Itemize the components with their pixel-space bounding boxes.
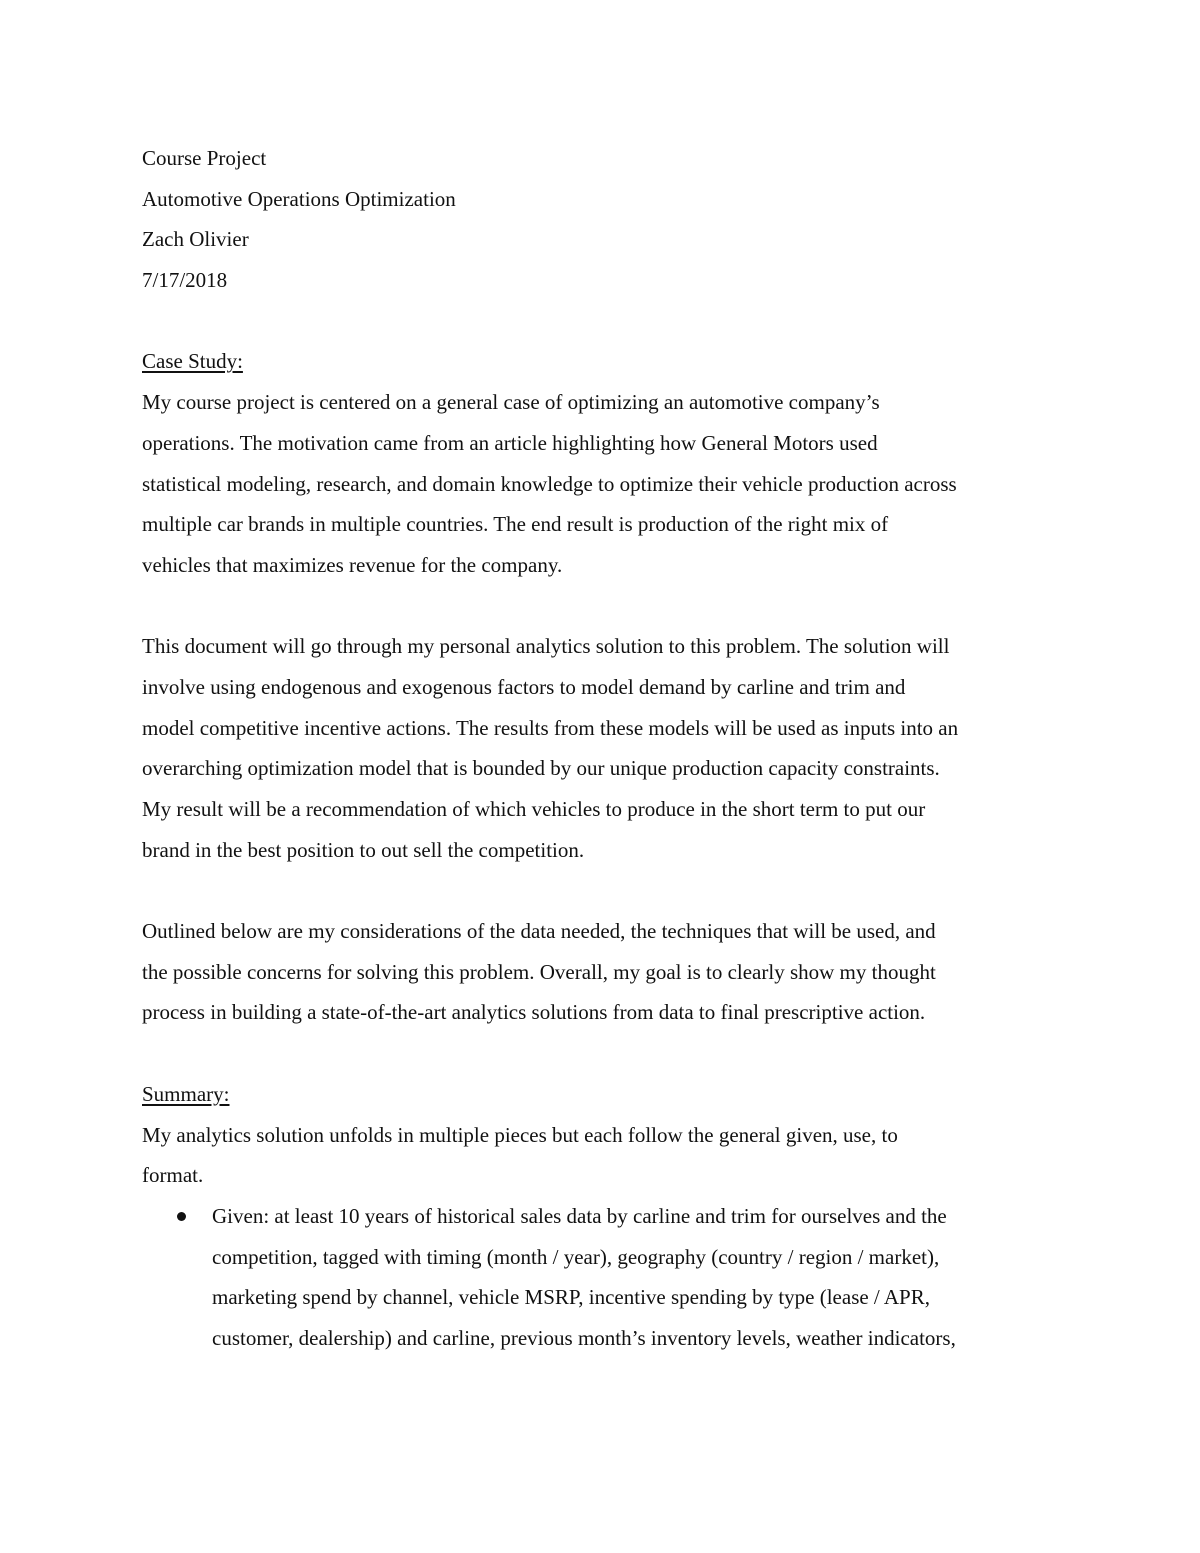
blank-line — [142, 1033, 1062, 1074]
summary-heading-text: Summary: — [142, 1081, 230, 1106]
paragraph-line: format. — [142, 1163, 204, 1188]
case-study-paragraph-3 — [142, 911, 1062, 1033]
paragraph-line: model competitive incentive actions. The results from these models will be used as inputs into an — [142, 715, 959, 740]
document-title: Course Project — [142, 146, 267, 170]
summary-intro-paragraph — [142, 1115, 1062, 1196]
paragraph-line: brand in the best position to out sell the competition. — [142, 837, 585, 862]
case-study-paragraph-2 — [142, 626, 1062, 870]
blank-line — [142, 870, 1062, 911]
bullet-icon — [177, 1212, 186, 1221]
author-name: Zach Olivier — [142, 227, 249, 252]
bullet-line: marketing spend by channel, vehicle MSRP, incentive spending by type (lease / APR, — [212, 1285, 930, 1310]
document-date: 7/17/2018 — [142, 268, 228, 293]
paragraph-line: statistical modeling, research, and domain knowledge to optimize their vehicle production across — [142, 471, 957, 496]
summary-bullet-list — [142, 1196, 1062, 1359]
blank-line — [142, 301, 1062, 342]
paragraph-line: involve using endogenous and exogenous factors to model demand by carline and trim and — [142, 674, 906, 699]
paragraph-line: the possible concerns for solving this problem. Overall, my goal is to clearly show my thought — [142, 959, 936, 984]
list-item — [142, 1196, 1062, 1359]
paragraph-line: This document will go through my personal analytics solution to this problem. The solution will — [142, 634, 950, 659]
bullet-line: Given: at least 10 years of historical sales data by carline and trim for ourselves and the — [212, 1203, 947, 1228]
paragraph-line: process in building a state-of-the-art analytics solutions from data to final prescriptive action. — [142, 1000, 926, 1025]
case-study-heading — [142, 341, 1062, 382]
paragraph-line: My course project is centered on a general case of optimizing an automotive company’s — [142, 390, 880, 415]
paragraph-line: Outlined below are my considerations of the data needed, the techniques that will be used, and — [142, 919, 936, 944]
paragraph-line: My result will be a recommendation of which vehicles to produce in the short term to put our — [142, 797, 926, 821]
paragraph-line: My analytics solution unfolds in multiple pieces but each follow the general given, use, to — [142, 1122, 898, 1147]
summary-heading — [142, 1074, 1062, 1115]
document-subtitle: Automotive Operations Optimization — [142, 186, 456, 211]
document-body — [142, 138, 1062, 1359]
paragraph-line: overarching optimization model that is bounded by our unique production capacity constraints. — [142, 756, 940, 781]
bullet-line: customer, dealership) and carline, previous month’s inventory levels, weather indicators, — [212, 1325, 956, 1350]
blank-line — [142, 586, 1062, 627]
paragraph-line: multiple car brands in multiple countries. The end result is production of the right mix of — [142, 512, 889, 537]
case-study-paragraph-1 — [142, 382, 1062, 585]
bullet-line: competition, tagged with timing (month / year), geography (country / region / market), — [212, 1244, 940, 1269]
paragraph-line: vehicles that maximizes revenue for the company. — [142, 552, 563, 577]
case-study-heading-text: Case Study: — [142, 349, 243, 374]
paragraph-line: operations. The motivation came from an article highlighting how General Motors used — [142, 430, 878, 455]
